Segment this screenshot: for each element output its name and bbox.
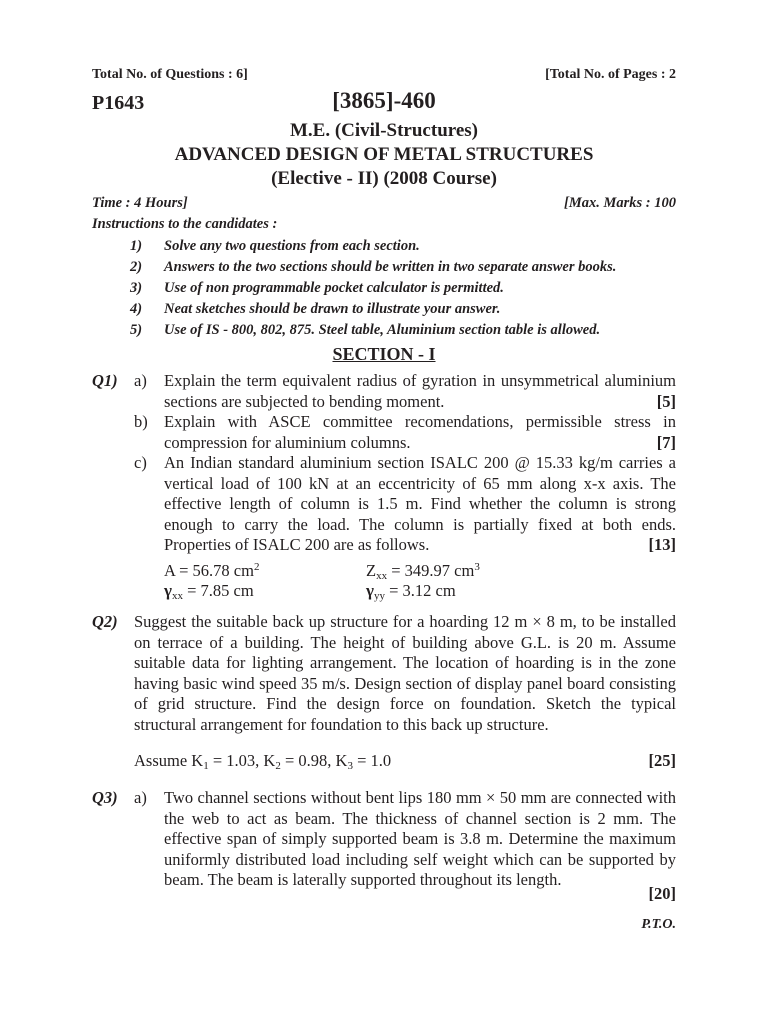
part-text: Suggest the suitable back up structure for a hoarding 12 m × 8 m, to be installed on terrace of a building. The height of building above G.L. is 20 m. Assume suitable data for lighting arrangement. The location of hoarding is in the zone having basic wind speed 35 m/s. Design section of display panel board consisting of grid structure. Find the design force on foundation. Sketch the typical structural arrangement for foundation to this back up structure.	[134, 612, 676, 734]
degree-title: M.E. (Civil-Structures)	[289, 120, 479, 141]
part-letter: a)	[134, 371, 147, 390]
assume-text: = 1.03, K	[208, 751, 276, 770]
instruction-number: 4)	[130, 301, 143, 317]
section-title	[0, 344, 768, 365]
superscript: 2	[253, 561, 260, 573]
question-part	[164, 371, 676, 412]
instruction-number: 3)	[130, 280, 143, 296]
max-marks: [Max. Marks : 100	[564, 195, 676, 211]
subscript: xx	[376, 570, 388, 582]
pto-label: P.T.O.	[641, 917, 676, 932]
superscript: 3	[474, 561, 480, 573]
instruction-text: Solve any two questions from each section.	[164, 238, 420, 254]
property-text: Z	[366, 561, 377, 580]
instruction-text: Answers to the two sections should be written in two separate answer books.	[164, 259, 617, 275]
property-area	[164, 557, 259, 582]
question-part	[134, 612, 676, 736]
property-text: A = 56.78 cm	[164, 561, 254, 580]
question-label: Q1)	[92, 371, 118, 390]
instructions-heading: Instructions to the candidates :	[92, 216, 278, 232]
assume-text: = 0.98, K	[280, 751, 348, 770]
marks-badge: [13]	[648, 535, 676, 555]
paper-code: P1643	[92, 92, 145, 114]
total-pages: [Total No. of Pages : 2	[545, 67, 676, 82]
total-questions: Total No. of Questions : 6]	[92, 67, 248, 82]
question-part	[164, 788, 676, 891]
part-letter: c)	[134, 453, 147, 472]
property-ryy	[366, 581, 456, 607]
property-text: = 7.85 cm	[182, 581, 254, 600]
time-allowed: Time : 4 Hours]	[92, 195, 188, 211]
subscript: 1	[203, 760, 209, 772]
question-label: Q2)	[92, 612, 118, 631]
exam-code: [3865]-460	[332, 88, 436, 113]
assume-text: = 1.0	[352, 751, 392, 770]
instruction-text: Use of non programmable pocket calculator is permitted.	[164, 280, 504, 296]
question-part	[164, 453, 676, 556]
assumption-line	[134, 751, 391, 777]
property-text: = 3.12 cm	[384, 581, 456, 600]
elective-title: (Elective - II) (2008 Course)	[271, 168, 497, 189]
part-letter: a)	[134, 788, 147, 807]
part-text: An Indian standard aluminium section ISALC 200 @ 15.33 kg/m carries a vertical load of 100 kN at an eccentricity of 65 mm along x-x axis. The effective length of column is 1.5 m. Find whether the column is strong enough to carry the load. The column is partially fixed at both ends. Properties of ISALC 200 are as follows.	[164, 453, 676, 555]
gamma-symbol: γ	[366, 581, 374, 600]
marks-badge: [25]	[648, 751, 676, 770]
marks-badge: [20]	[648, 884, 676, 903]
property-text: = 349.97 cm	[387, 561, 475, 580]
assume-text: Assume K	[134, 751, 204, 770]
instruction-text: Use of IS - 800, 802, 875. Steel table, Aluminium section table is allowed.	[164, 322, 601, 338]
subscript: 3	[347, 760, 353, 772]
part-text: Explain the term equivalent radius of gyration in unsymmetrical aluminium sections are subjected to bending moment.	[164, 371, 676, 411]
instruction-text: Neat sketches should be drawn to illustrate your answer.	[164, 301, 501, 317]
question-label: Q3)	[92, 788, 118, 807]
subscript: xx	[171, 590, 183, 602]
part-text: Explain with ASCE committee recomendations, permissible stress in compression for aluminium columns.	[164, 412, 676, 452]
marks-badge: [5]	[656, 391, 676, 411]
part-text: Two channel sections without bent lips 180 mm × 50 mm are connected with the web to act as beam. The thickness of channel section is 2 mm. The effective span of simply supported beam is 3.8 m. Determine the maximum uniformly distributed load including self weight which can be supported by beam. The beam is laterally supported throughout its length.	[164, 788, 676, 890]
gamma-symbol: γ	[164, 581, 172, 600]
instruction-number: 1)	[130, 238, 143, 254]
question-part	[164, 412, 676, 453]
subject-title: ADVANCED DESIGN OF METAL STRUCTURES	[174, 144, 594, 165]
section-title-text: SECTION - I	[332, 344, 436, 364]
instruction-number: 2)	[130, 259, 143, 275]
marks-badge: [7]	[656, 432, 676, 452]
instruction-number: 5)	[130, 322, 143, 338]
property-rxx	[164, 581, 254, 607]
part-letter: b)	[134, 412, 148, 431]
subscript: yy	[373, 590, 385, 602]
subscript: 2	[275, 760, 281, 772]
